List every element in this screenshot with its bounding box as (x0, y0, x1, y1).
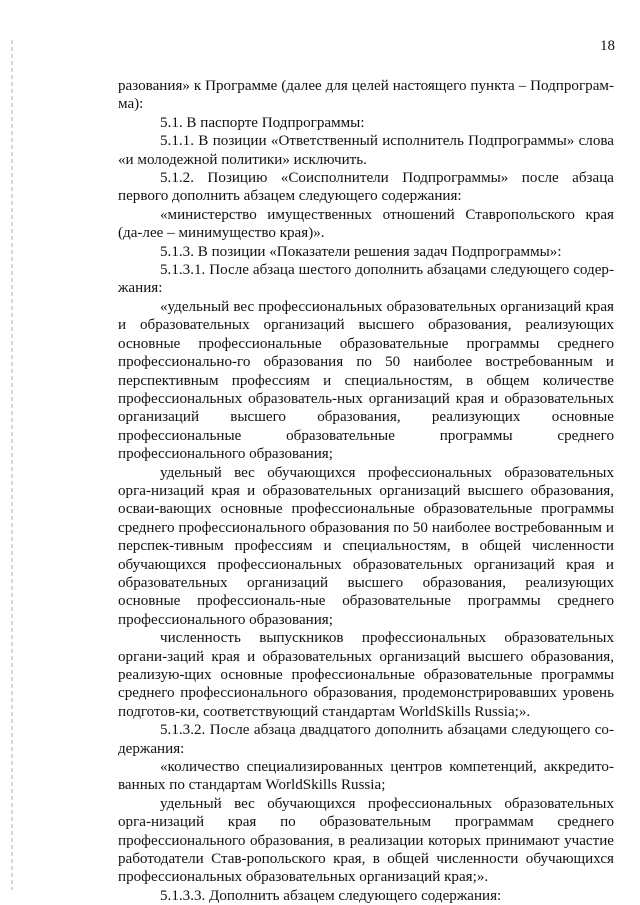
page-number: 18 (600, 38, 615, 54)
paragraph: 5.1. В паспорте Подпрограммы: (160, 114, 365, 131)
paragraph: 5.1.3.2. После абзаца двадцатого дополнить абзацами следующего со-держания: (118, 722, 614, 757)
paragraph: удельный вес обучающихся профессиональных образовательных орга-низаций края по образовательным программам среднего профессионального образования, в реализации которых принимают участие работодатели Став-ропольского края, в общей численности обучающихся профессиональных образовательных организаций края;». (118, 795, 614, 886)
paragraph: «министерство имущественных отношений Ставропольского края (да-лее – минимущество края)». (118, 206, 614, 242)
paragraph: «количество специализированных центров компетенций, аккредито-ванных по стандартам WorldSkills Russia; (118, 759, 614, 794)
paragraph: численность выпускников профессиональных образовательных органи-заций края и образовательных организаций высшего образования, реализую-щих основные профессиональные образовательные программы среднего профессионального образования, продемонстрировавших уровень подготов-ки, соответствующий стандартам WorldSkills Russia;». (118, 630, 614, 720)
paragraph: 5.1.2. Позицию «Соисполнители Подпрограммы» после абзаца первого дополнить абзацем следующего содержания: (118, 170, 614, 205)
paragraph: 5.1.3.1. После абзаца шестого дополнить абзацами следующего содер-жания: (118, 262, 614, 297)
scan-margin-dots (11, 40, 13, 890)
paragraph: 5.1.1. В позиции «Ответственный исполнитель Подпрограммы» слова «и молодежной политики» исключить. (118, 133, 614, 168)
paragraph: удельный вес обучающихся профессиональных образовательных орга-низаций края и образовательных организаций высшего образования, осваи-вающих основные профессиональные образовательные программы среднего профессионального образования по 50 наиболее востребованным и перспек-тивным профессиям и специальностям, в общей численности обучающихся профессиональных образовательных организаций края и образовательных организаций высшего образования, реализующих основные профессиональ-ные образовательные программы среднего профессионального образования; (118, 464, 614, 628)
paragraph: 5.1.3.3. Дополнить абзацем следующего содержания: (160, 887, 502, 904)
paragraph: «удельный вес профессиональных образовательных организаций края и образовательных организаций высшего образования, реализующих основные профессиональные образовательные программы среднего профессионально-го образования по 50 наиболее востребованным и перспективным профессиям и специальностям, в общем количестве профессиональных образователь-ных организаций края и образовательных организаций высшего образования, реализующих основные профессиональные образовательные программы среднего профессионального образования; (118, 298, 614, 463)
document-body (118, 77, 614, 905)
paragraph: разования» к Программе (далее для целей настоящего пункта – Подпрограм-ма): (118, 78, 614, 113)
paragraph: 5.1.3. В позиции «Показатели решения задач Подпрограммы»: (160, 243, 562, 260)
